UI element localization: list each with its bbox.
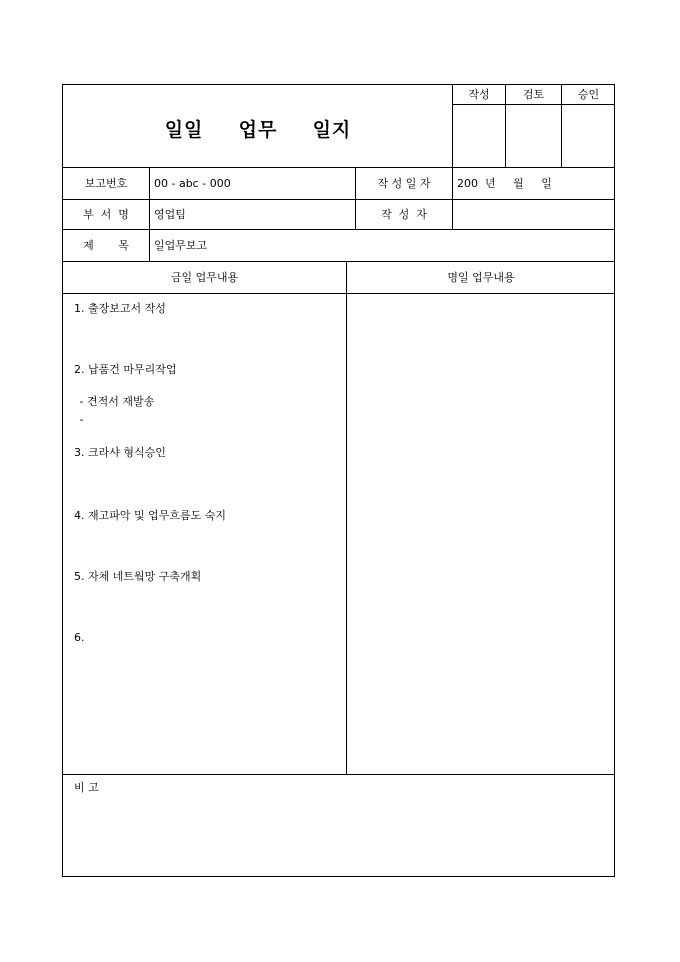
approval-sign-write[interactable] bbox=[453, 105, 505, 167]
dept-label: 부 서 명 bbox=[83, 208, 129, 221]
info-mid-divider-2 bbox=[452, 167, 453, 229]
approval-sign-approve[interactable] bbox=[562, 105, 615, 167]
subject-label: 제 목 bbox=[83, 239, 129, 252]
row-line-6 bbox=[63, 774, 615, 775]
tomorrow-work-content[interactable] bbox=[347, 294, 615, 774]
report-no-label: 보고번호 bbox=[84, 177, 128, 190]
author-label: 작 성 자 bbox=[381, 208, 427, 221]
document-title: 일일 업무 일지 bbox=[164, 119, 352, 141]
report-no-value[interactable]: 00 - abc - 000 bbox=[154, 177, 231, 190]
daily-work-log-form bbox=[62, 84, 615, 877]
approval-header-write: 작성 bbox=[468, 88, 490, 101]
subject-value[interactable]: 일업무보고 bbox=[154, 239, 208, 252]
dept-value[interactable]: 영업팀 bbox=[154, 208, 186, 221]
today-item-1: 1. 출장보고서 작성 bbox=[74, 302, 166, 315]
today-work-header: 금일 업무내용 bbox=[170, 271, 239, 284]
today-item-5: 5. 자체 네트웤망 구축개획 bbox=[74, 570, 202, 583]
row-line-4 bbox=[63, 261, 615, 262]
approval-header-approve: 승인 bbox=[577, 88, 600, 101]
row-line-1 bbox=[63, 167, 615, 168]
today-item-3: 3. 크라샤 형식승인 bbox=[74, 446, 166, 459]
label-column-divider bbox=[149, 167, 150, 261]
today-item-2-sub-2: - bbox=[76, 413, 84, 426]
row-line-3 bbox=[63, 229, 615, 230]
remarks-label: 비 고 bbox=[74, 781, 99, 794]
date-value[interactable]: 200 년 월 일 bbox=[457, 177, 552, 190]
today-item-2: 2. 납품건 마무리작업 bbox=[74, 363, 177, 376]
date-label: 작 성 일 자 bbox=[377, 177, 431, 190]
row-line-2 bbox=[63, 199, 615, 200]
today-item-6: 6. bbox=[74, 631, 85, 644]
approval-header-review: 검토 bbox=[522, 88, 545, 101]
tomorrow-work-header: 명일 업무내용 bbox=[447, 271, 515, 284]
today-item-4: 4. 재고파악 및 업무흐름도 숙지 bbox=[74, 509, 226, 522]
approval-sign-review[interactable] bbox=[506, 105, 561, 167]
remarks-content[interactable] bbox=[63, 797, 615, 876]
today-item-2-sub-1: - 견적서 재발송 bbox=[76, 395, 155, 408]
